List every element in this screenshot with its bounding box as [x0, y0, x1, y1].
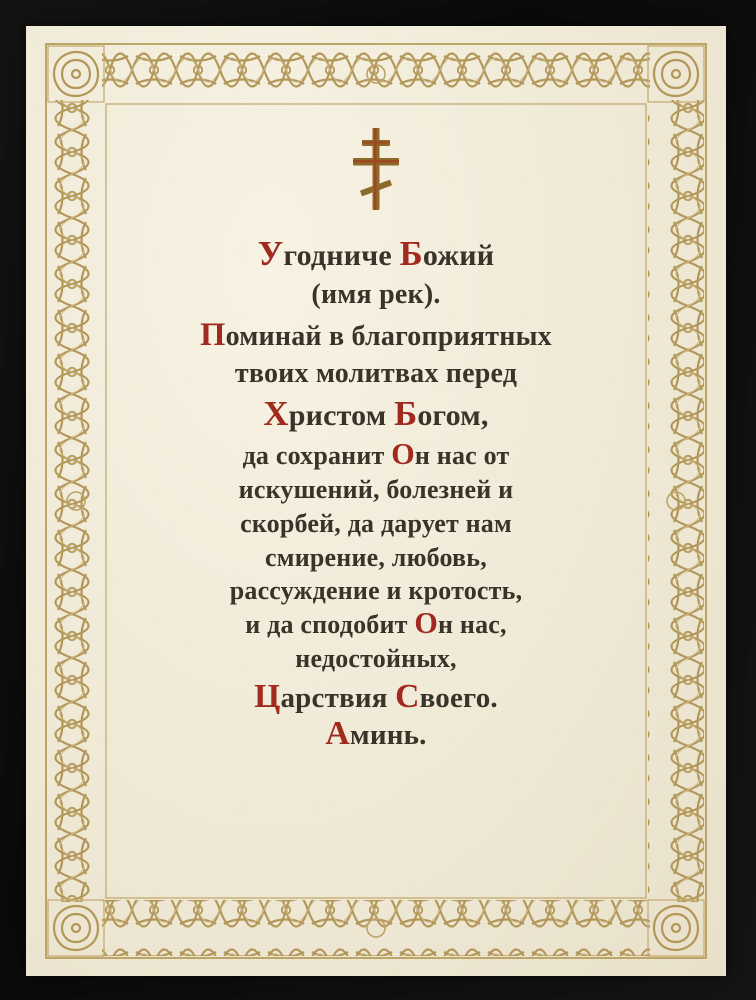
- drop-cap: Ц: [254, 677, 281, 715]
- prayer-line: да сохранит Он нас от: [242, 437, 510, 472]
- prayer-line: рассуждение и кротость,: [229, 576, 523, 606]
- red-initial: О: [391, 437, 415, 472]
- drop-cap: Б: [399, 234, 423, 273]
- prayer-card: [26, 26, 726, 976]
- prayer-line: (имя рек).: [311, 279, 441, 310]
- drop-cap: А: [325, 715, 350, 753]
- prayer-line: Угодниче Божий: [257, 234, 495, 273]
- prayer-line: Христом Богом,: [263, 394, 489, 434]
- drop-cap: Б: [394, 394, 418, 434]
- prayer-line: скорбей, да дарует нам: [240, 508, 512, 538]
- orthodox-cross-icon: [121, 124, 631, 214]
- drop-cap: У: [257, 234, 284, 273]
- prayer-line: Поминай в благоприятных: [200, 317, 552, 354]
- prayer-text: [121, 236, 631, 755]
- red-initial: О: [414, 606, 439, 641]
- prayer-content: [121, 106, 631, 856]
- prayer-line: твоих молитвах перед: [234, 357, 518, 389]
- prayer-line: Царствия Своего.: [254, 677, 498, 715]
- drop-cap: Х: [263, 394, 289, 434]
- prayer-line: Аминь.: [325, 715, 427, 753]
- prayer-line: и да сподобит Он нас,: [245, 606, 507, 641]
- drop-cap: С: [395, 677, 420, 715]
- prayer-line: искушений, болезней и: [238, 474, 514, 504]
- drop-cap: П: [200, 317, 226, 354]
- prayer-line: смирение, любовь,: [265, 542, 487, 572]
- prayer-line: недостойных,: [295, 643, 457, 673]
